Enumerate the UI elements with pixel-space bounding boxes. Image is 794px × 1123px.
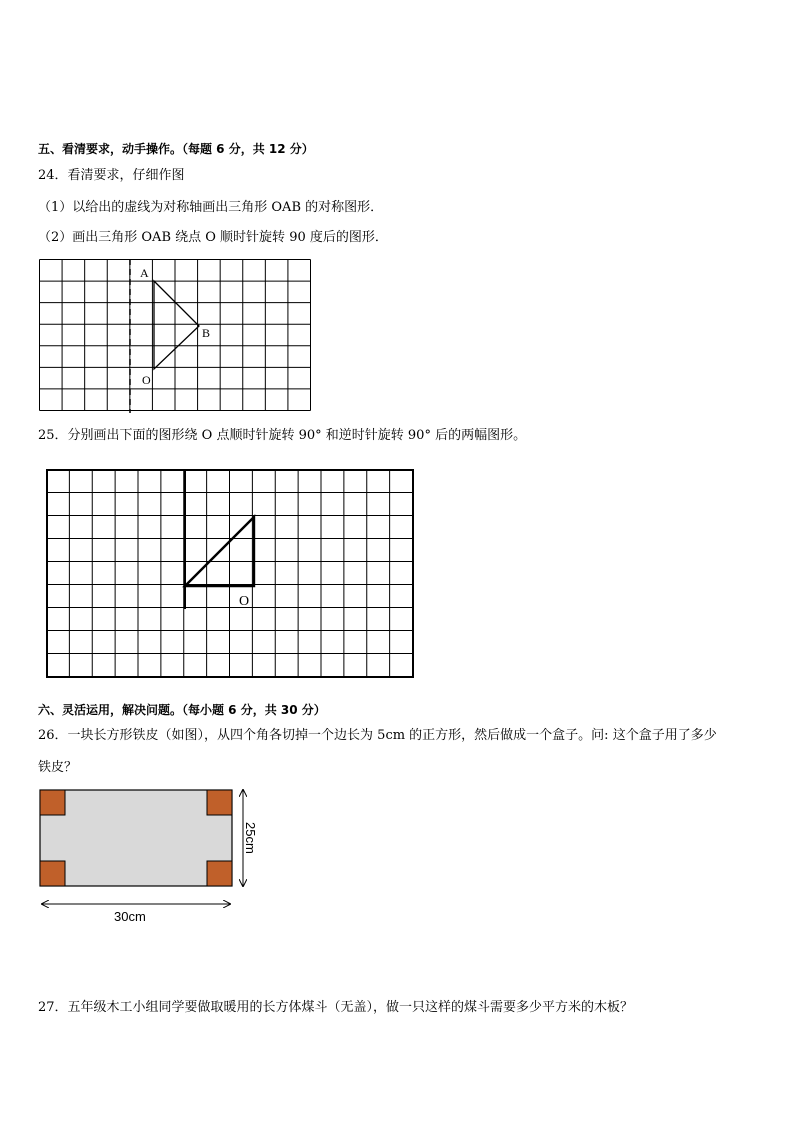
q25-grid-figure <box>46 469 414 679</box>
corner-square-bottom-left <box>40 861 65 886</box>
q27-text: 27．五年级木工小组同学要做取暖用的长方体煤斗（无盖），做一只这样的煤斗需要多少平方米的木板？ <box>38 1000 634 1015</box>
q26-text-line1: 26．一块长方形铁皮（如图），从四个角各切掉一个边长为 5cm 的正方形，然后做成一个盒子。问: 这个盒子用了多少 <box>38 728 717 743</box>
q24-part1: （1）以给出的虚线为对称轴画出三角形 OAB 的对称图形． <box>38 200 384 215</box>
q24-triangle-oab <box>154 281 199 369</box>
section5-heading: 五、看清要求，动手操作。（每题 6 分，共 12 分） <box>38 142 314 156</box>
q24-label-o: O <box>142 373 151 387</box>
q24-grid <box>40 260 311 411</box>
q26-text-line2: 铁皮？ <box>38 760 78 775</box>
q24-part2: （2）画出三角形 OAB 绕点 O 顺时针旋转 90 度后的图形． <box>38 230 388 245</box>
width-label: 30cm <box>114 909 146 924</box>
q25-title: 25．分别画出下面的图形绕 O 点顺时针旋转 90° 和逆时针旋转 90° 后的两幅图形。 <box>38 428 527 443</box>
q25-grid <box>47 470 413 677</box>
q25-label-o: O <box>239 594 250 609</box>
q26-sheet-figure <box>36 786 266 926</box>
iron-sheet <box>40 790 232 886</box>
corner-square-top-left <box>40 790 65 815</box>
q24-title: 24．看清要求，仔细作图 <box>38 168 185 183</box>
section6-heading: 六、灵活运用，解决问题。（每小题 6 分，共 30 分） <box>38 703 326 717</box>
q24-label-a: A <box>140 266 149 280</box>
corner-square-bottom-right <box>207 861 232 886</box>
corner-square-top-right <box>207 790 232 815</box>
height-label: 25cm <box>243 822 258 854</box>
q24-label-b: B <box>202 326 211 340</box>
q25-triangle <box>185 517 254 586</box>
q24-grid-figure <box>39 259 313 413</box>
